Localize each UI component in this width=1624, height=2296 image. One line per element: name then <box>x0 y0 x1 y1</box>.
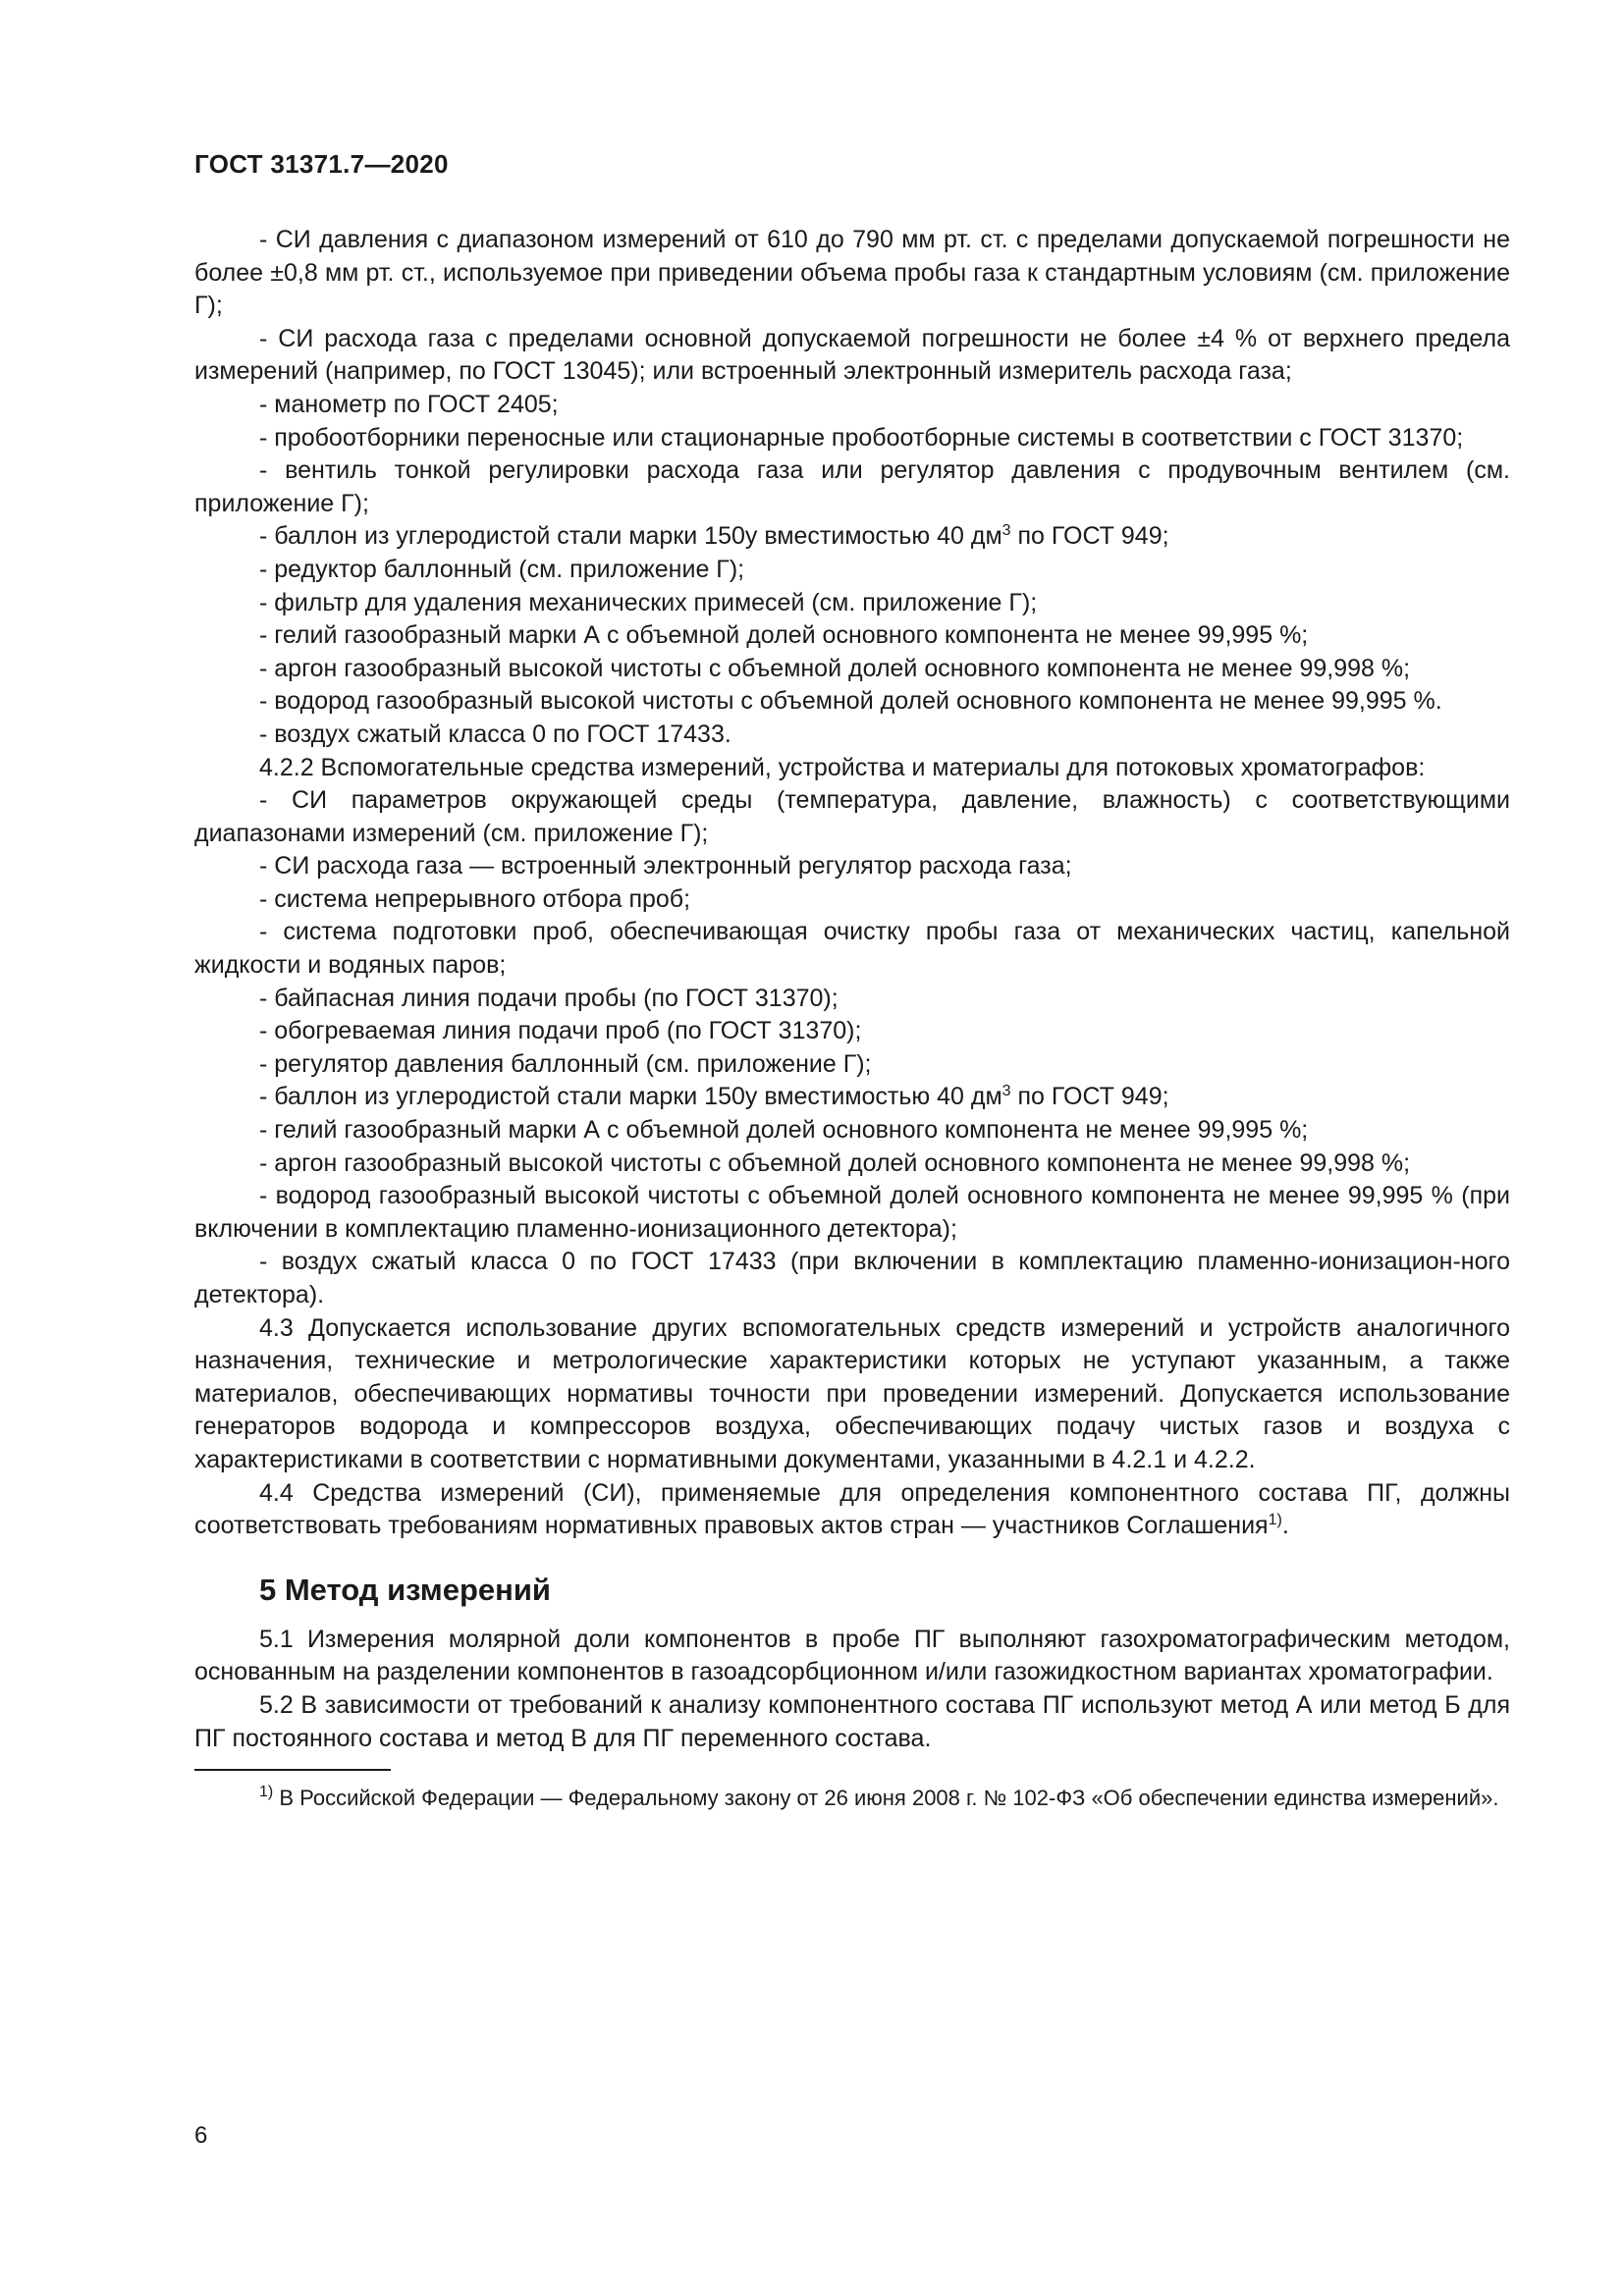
clause-4-4: 4.4 Средства измерений (СИ), применяемые для определения компонентного состава ПГ, должны соответствовать требованиям нормативных правовых актов стран — участников Соглашения$^{1)}$. <box>194 1478 1510 1540</box>
document-code-header: ГОСТ 31371.7—2020 <box>194 149 449 179</box>
page-number: 6 <box>194 2122 208 2149</box>
clause-4-3: 4.3 Допускается использование других вспомогательных средств измерений и устройств аналогичного назначения, технические и метрологические характеристики которых не уступают указанным, а также материалов, обеспечивающих нормативы точности при проведении измерений. Допускается использование генераторов водорода и компрессоров воздуха, обеспечивающих подачу чистых газов и воздуха с характеристиками в соответствии с нормативными документами, указанными в 4.2.1 и 4.2.2. <box>194 1313 1510 1473</box>
footnote: $^{1)}$ В Российской Федерации — Федеральному закону от 26 июня 2008 г. № 102-ФЗ «Об обеспечении единства измерений». <box>259 1784 1499 1811</box>
list-item: - система непрерывного отбора проб; <box>259 884 691 913</box>
section-heading: 5 Метод измерений <box>259 1572 551 1607</box>
list-item: - регулятор давления баллонный (см. приложение Г); <box>259 1049 872 1078</box>
list-item: - СИ параметров окружающей среды (температура, давление, влажность) с соответствующими диапазонами измерений (см. приложение Г); <box>194 786 1510 847</box>
list-item: - байпасная линия подачи пробы (по ГОСТ 31370); <box>259 984 839 1012</box>
list-item: - СИ расхода газа — встроенный электронный регулятор расхода газа; <box>259 852 1072 881</box>
list-item: - СИ расхода газа с пределами основной допускаемой погрешности не более ±4 % от верхнего предела измерений (например, по ГОСТ 13045); или встроенный электронный измеритель расхода газа; <box>194 324 1510 386</box>
document-body <box>194 224 1510 1814</box>
list-item: - редуктор баллонный (см. приложение Г); <box>259 555 745 583</box>
list-item: - вентиль тонкой регулировки расхода газа или регулятор давления с продувочным вентилем (см. приложение Г); <box>194 456 1510 517</box>
list-item: - аргон газообразный высокой чистоты с объемной долей основного компонента не менее 99,998 %; <box>259 1148 1411 1177</box>
list-item: - водород газообразный высокой чистоты с объемной долей основного компонента не менее 99,995 % (при включении в комплектацию пламенно-ионизационного детектора); <box>194 1182 1510 1243</box>
list-item: - манометр по ГОСТ 2405; <box>259 390 559 418</box>
list-item: - обогреваемая линия подачи проб (по ГОСТ 31370); <box>259 1017 862 1045</box>
list-item: - СИ давления с диапазоном измерений от 610 до 790 мм рт. ст. с пределами допускаемой погрешности не более ±0,8 мм рт. ст., используемое при приведении объема пробы газа к стандартным условиям (см. приложение Г); <box>194 226 1510 320</box>
list-item: - воздух сжатый класса 0 по ГОСТ 17433. <box>259 720 731 748</box>
footnote-divider <box>194 1769 391 1771</box>
footnote-ref: 1) <box>1268 1512 1282 1529</box>
list-item: - водород газообразный высокой чистоты с объемной долей основного компонента не менее 99,995 %. <box>259 687 1442 716</box>
list-item: - пробоотборники переносные или стационарные пробоотборные системы в соответствии с ГОСТ 31370; <box>259 423 1464 452</box>
list-item-cylinder: - баллон из углеродистой стали марки 150у вместимостью 40 $дм^3$ по ГОСТ 949; <box>259 1083 1169 1111</box>
list-item: - система подготовки проб, обеспечивающая очистку пробы газа от механических частиц, капельной жидкости и водяных паров; <box>194 918 1510 980</box>
list-item: - гелий газообразный марки А с объемной долей основного компонента не менее 99,995 %; <box>259 621 1309 650</box>
list-item: - аргон газообразный высокой чистоты с объемной долей основного компонента не менее 99,998 %; <box>259 654 1411 682</box>
list-item: - гелий газообразный марки А с объемной долей основного компонента не менее 99,995 %; <box>259 1116 1309 1145</box>
clause-5-2: 5.2 В зависимости от требований к анализу компонентного состава ПГ используют метод А или метод Б для ПГ постоянного состава и метод В для ПГ переменного состава. <box>194 1690 1510 1752</box>
list-item: - воздух сжатый класса 0 по ГОСТ 17433 (при включении в комплектацию пламенно-ионизацион-ного детектора). <box>194 1248 1510 1308</box>
clause-5-1: 5.1 Измерения молярной доли компонентов в пробе ПГ выполняют газохроматографическим методом, основанным на разделении компонентов в газоадсорбционном и/или газожидкостном вариантах хроматографии. <box>194 1625 1510 1686</box>
clause-4-2-2: 4.2.2 Вспомогательные средства измерений, устройства и материалы для потоковых хроматографов: <box>259 753 1426 781</box>
list-item-cylinder: - баллон из углеродистой стали марки 150у вместимостью 40 $дм^3$ по ГОСТ 949; <box>259 522 1169 551</box>
list-item: - фильтр для удаления механических примесей (см. приложение Г); <box>259 588 1038 616</box>
